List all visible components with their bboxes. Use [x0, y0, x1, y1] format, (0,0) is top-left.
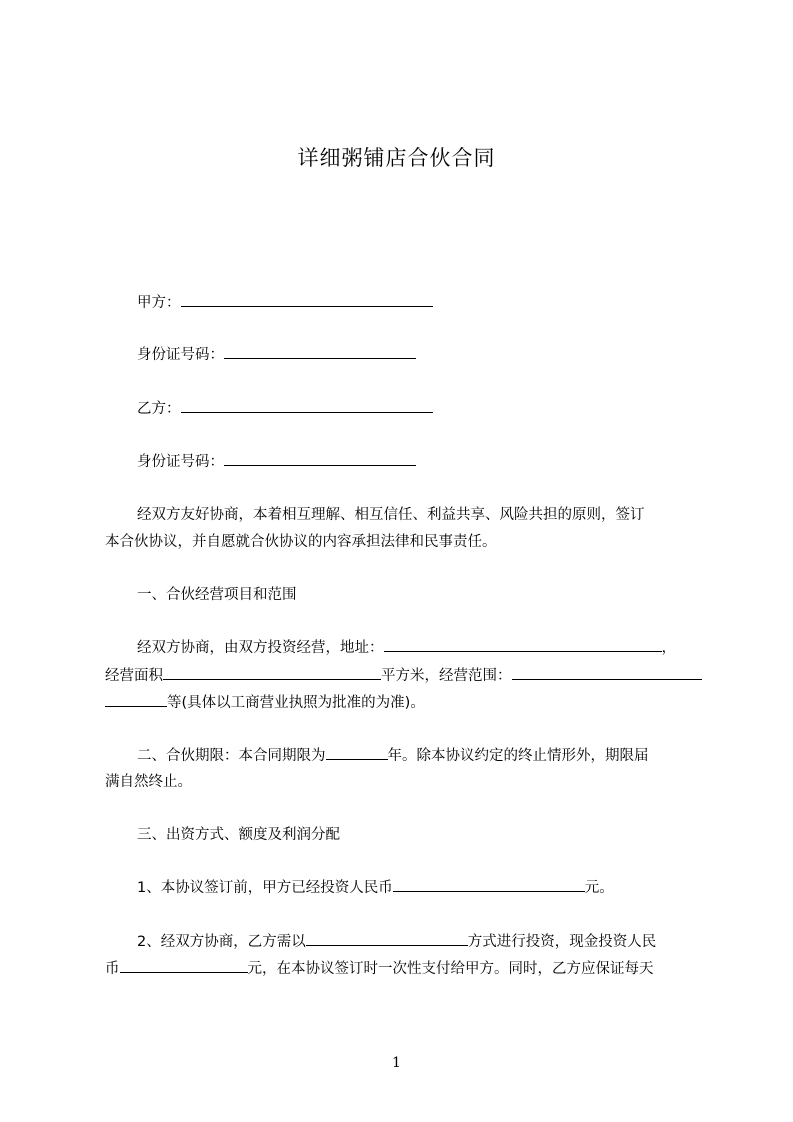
section-1-heading: 一、合伙经营项目和范围 — [137, 587, 297, 603]
party-a-id-label: 身份证号码： — [137, 347, 224, 363]
item-2-text: 2、经双方协商，乙方需以 — [137, 934, 306, 950]
section-1-line-3 — [105, 692, 705, 713]
item-2-currency: 币 — [105, 961, 120, 977]
s1-comma: ， — [661, 640, 676, 656]
document-title: 详细粥铺店合伙合同 — [297, 146, 496, 170]
party-b-id-label: 身份证号码： — [137, 454, 224, 470]
party-a-id-line — [137, 344, 737, 365]
item-2-line-1 — [137, 931, 737, 952]
intro-line-1: 经双方友好协商，本着相互理解、相互信任、利益共享、风险共担的原则，签订 — [137, 507, 645, 523]
party-b-blank[interactable] — [181, 398, 433, 413]
party-a-label: 甲方： — [137, 295, 181, 311]
s1-address-label: 经双方协商，由双方投资经营，地址： — [137, 640, 384, 656]
item-1-line — [137, 877, 737, 898]
cash-investment-blank[interactable] — [120, 958, 248, 973]
section-1-line-1 — [137, 637, 737, 658]
section-3-heading: 三、出资方式、额度及利润分配 — [137, 827, 340, 843]
party-b-line — [137, 398, 737, 419]
party-b-label: 乙方： — [137, 401, 181, 417]
item-1-text: 1、本协议签订前，甲方已经投资人民币 — [137, 880, 393, 896]
party-b-id-blank[interactable] — [224, 451, 416, 466]
item-2-text-c: 元，在本协议签订时一次性支付给甲方。同时，乙方应保证每天 — [247, 961, 654, 977]
section-2-line-2: 满自然终止。 — [105, 774, 192, 790]
investment-method-blank[interactable] — [306, 931, 468, 946]
party-b-id-line — [137, 451, 737, 472]
intro-line-2: 本合伙协议，并自愿就合伙协议的内容承担法律和民事责任。 — [105, 534, 497, 550]
page-number: 1 — [392, 1055, 401, 1071]
party-a-id-blank[interactable] — [224, 344, 416, 359]
party-a-blank[interactable] — [181, 292, 433, 307]
s2-term-label: 二、合伙期限：本合同期限为 — [137, 748, 326, 764]
s1-scope-label: 平方米，经营范围： — [381, 668, 512, 684]
item-2-text-b: 方式进行投资，现金投资人民 — [467, 934, 657, 950]
party-a-investment-blank[interactable] — [393, 877, 585, 892]
s1-area-label: 经营面积 — [105, 668, 163, 684]
area-blank[interactable] — [163, 665, 381, 680]
s2-term-text: 年。除本协议约定的终止情形外，期限届 — [387, 748, 649, 764]
scope-blank-2[interactable] — [105, 692, 167, 707]
section-1-line-2 — [105, 665, 705, 686]
s1-scope-note: 等(具体以工商营业执照为批准的为准)。 — [167, 695, 425, 711]
term-years-blank[interactable] — [326, 745, 388, 760]
address-blank[interactable] — [384, 637, 662, 652]
section-2-line-1 — [137, 745, 737, 766]
item-2-line-2 — [105, 958, 705, 979]
item-1-unit: 元。 — [584, 880, 614, 896]
scope-blank-1[interactable] — [512, 665, 702, 680]
party-a-line — [137, 292, 737, 313]
